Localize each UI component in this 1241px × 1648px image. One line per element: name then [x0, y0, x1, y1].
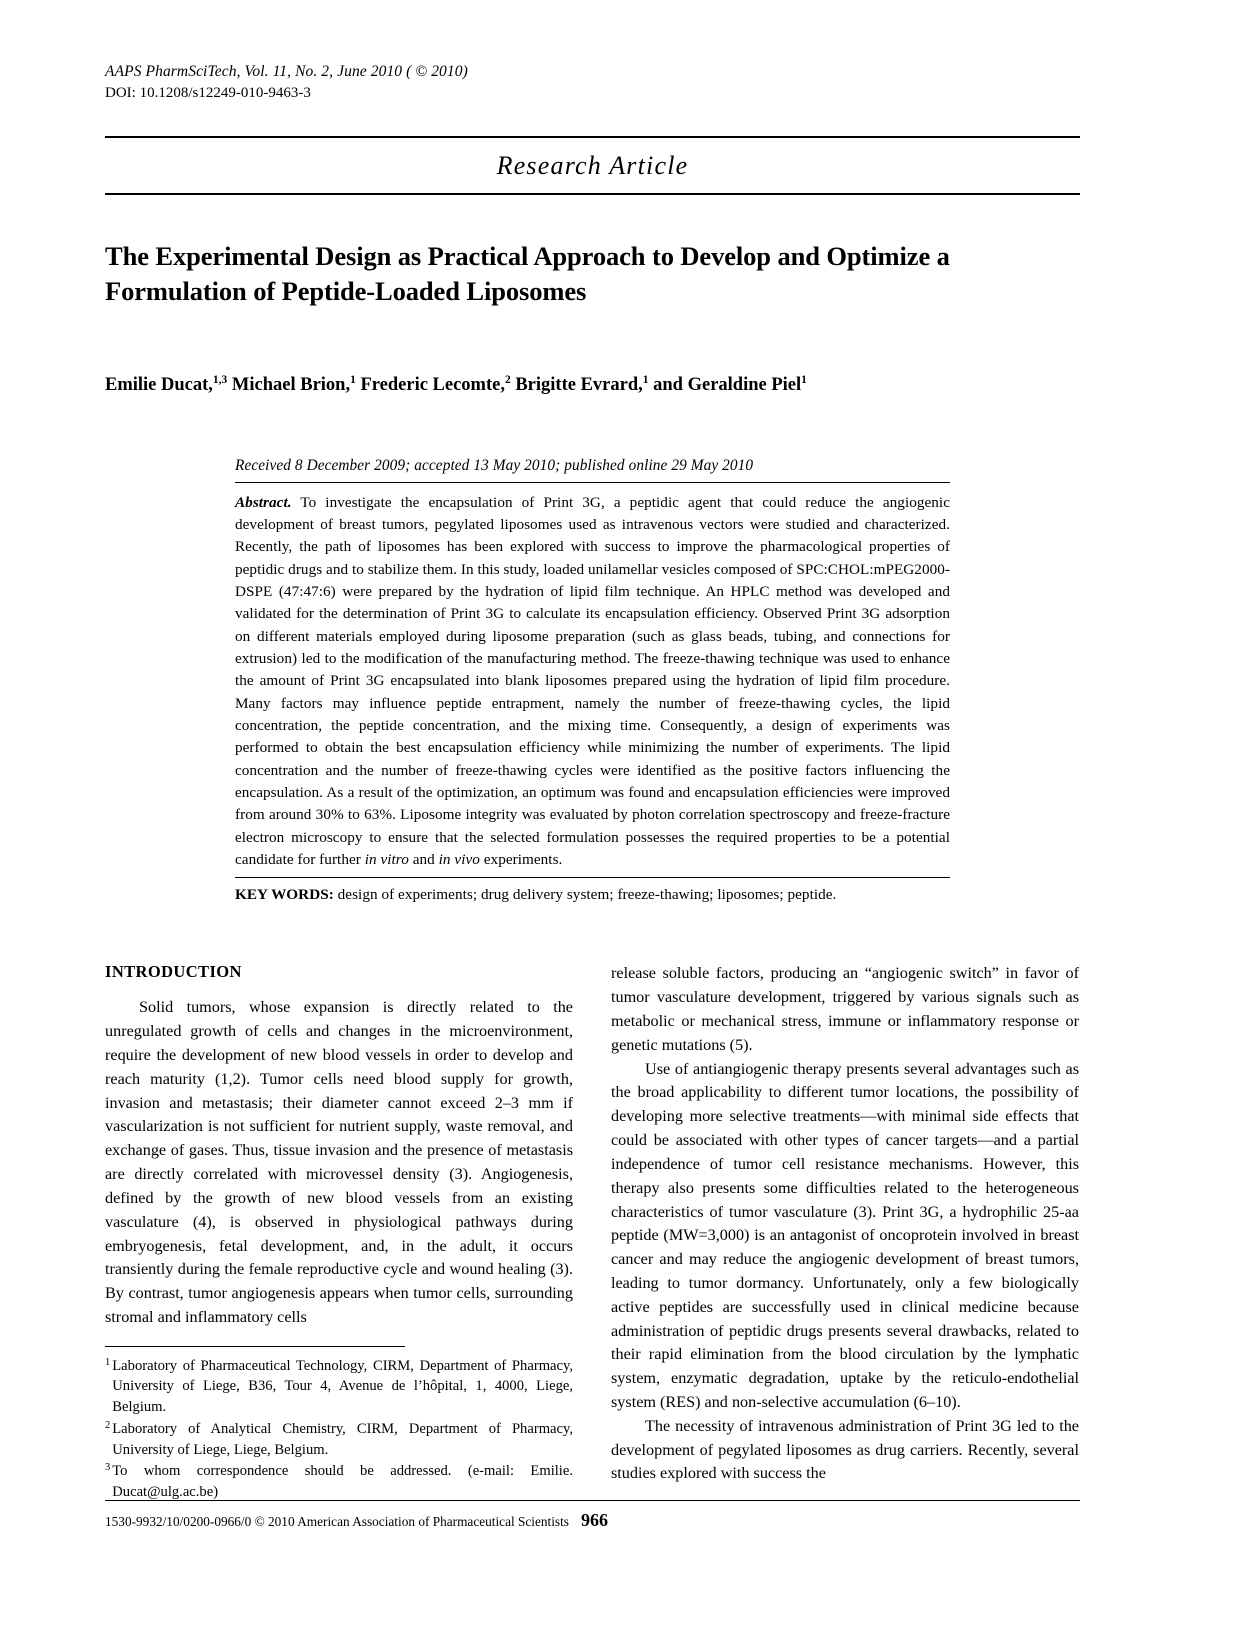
paragraph: release soluble factors, producing an “angiogenic switch” in favor of tumor vasculature development, triggered by various signals such as metabolic or mechanical stress, immune or inflammatory response or genetic mutations (5).: [611, 964, 1079, 1054]
footnotes: [105, 1356, 573, 1503]
received-dates: Received 8 December 2009; accepted 13 May 2010; published online 29 May 2010: [235, 456, 754, 474]
body-columns: [105, 962, 1080, 1503]
footer-row: [105, 1510, 1080, 1531]
header-rule-bottom: [105, 193, 1080, 195]
footnote-marker: 3: [105, 1462, 111, 1474]
section-heading-introduction: INTRODUCTION: [105, 962, 242, 982]
paragraph: The necessity of intravenous administration of Print 3G led to the development of pegylated liposomes as drug carriers. Recently, several studies explored with success the: [611, 1416, 1079, 1483]
footnote-text: Laboratory of Pharmaceutical Technology, CIRM, Department of Pharmacy, University of Liege, B36, Tour 4, Avenue de l’hôpital, 1, 4000, Liege, Belgium.: [112, 1357, 573, 1416]
footnote-marker: 2: [105, 1419, 111, 1431]
paragraph: Solid tumors, whose expansion is directly related to the unregulated growth of cells and changes in the microenvironment, require the development of new blood vessels in order to develop and reach maturity (1,2). Tumor cells need blood supply for growth, invasion and metastasis; their diameter cannot exceed 2–3 mm if vascularization is not sufficient for nutrient supply, waste removal, and exchange of gases. Thus, tissue invasion and the presence of metastasis are directly correlated with microvessel density (3). Angiogenesis, defined by the growth of new blood vessels from an existing vasculature (4), is observed in physiological pathways during embryogenesis, fetal development, and, in the adult, it occurs transiently during the female reproductive cycle and wound healing (3). By contrast, tumor angiogenesis appears when tumor cells, surrounding stromal and inflammatory cells: [105, 998, 573, 1326]
journal-citation: [105, 62, 1080, 103]
author-list: Emilie Ducat,$^{1,3}$ Michael Brion,$^1$ Frederic Lecomte,$^2$ Brigitte Evrard,$^1$ and Geraldine Piel$^1$: [105, 373, 807, 395]
footer-rule: [105, 1500, 1080, 1501]
page-title: The Experimental Design as Practical Approach to Develop and Optimize a Formulation of Peptide-Loaded Liposomes: [105, 241, 950, 307]
column-right: [611, 962, 1079, 1503]
footnote-item: [105, 1461, 573, 1502]
abstract-block: [235, 457, 950, 905]
column-left: [105, 962, 573, 1503]
page-number: 966: [581, 1510, 608, 1530]
page-content: [105, 0, 1080, 1504]
abstract-italic-invivo: in vivo: [438, 851, 480, 869]
footnote-rule: [105, 1346, 405, 1347]
article-type-label: Research Article: [496, 151, 689, 181]
abstract-italic-invitro: in vitro: [364, 851, 409, 869]
keywords-label: KEY WORDS:: [235, 886, 334, 904]
journal-line: AAPS PharmSciTech, Vol. 11, No. 2, June 2010 ( © 2010): [105, 63, 468, 80]
footnote-text: Laboratory of Analytical Chemistry, CIRM, Department of Pharmacy, University of Liege, Liege, Belgium.: [112, 1420, 573, 1458]
abstract-end: experiments.: [479, 851, 563, 869]
paragraph: Use of antiangiogenic therapy presents several advantages such as the broad applicability to different tumor locations, the possibility of developing more selective treatments—with minimal side effects that could be associated with other types of cancer targets—and a partial independence of tumor cell resistance mechanisms. However, this therapy also presents some difficulties related to the heterogeneous characteristics of tumor vasculature (3). Print 3G, a hydrophilic 25-aa peptide (MW=3,000) is an antagonist of oncoprotein involved in breast cancer and may reduce the angiogenic development of breast tumors, leading to tumor dormancy. Unfortunately, only a few biologically active peptides are successfully used in clinical medicine because administration of peptidic drugs presents several drawbacks, related to their rapid elimination from the blood circulation by the lymphatic system, enzymatic degradation, uptake by the reticulo-endothelial system (RES) and non-selective accumulation (6–10).: [611, 1059, 1079, 1411]
doi-line: DOI: 10.1208/s12249-010-9463-3: [105, 84, 311, 101]
abstract-mid: and: [408, 851, 439, 869]
footnote-item: [105, 1419, 573, 1460]
abstract-body: To investigate the encapsulation of Print 3G, a peptidic agent that could reduce the angiogenic development of breast tumors, pegylated liposomes used as intravenous vectors were studied and characterized. Recently, the path of liposomes has been explored with success to improve the pharmacological properties of peptidic drugs and to stabilize them. In this study, loaded unilamellar vesicles composed of SPC:CHOL:mPEG2000-DSPE (47:47:6) were prepared by the hydration of lipid film technique. An HPLC method was developed and validated for the determination of Print 3G to calculate its encapsulation efficiency. Observed Print 3G adsorption on different materials employed during liposome preparation (such as glass beads, tubing, and connections for extrusion) led to the modification of the manufacturing method. The freeze-thawing technique was used to enhance the amount of Print 3G encapsulated into blank liposomes prepared using the hydration of lipid film procedure. Many factors may influence peptide entrapment, namely the number of freeze-thawing cycles, the lipid concentration, the peptide concentration, and the mixing time. Consequently, a design of experiments was performed to obtain the best encapsulation efficiency while minimizing the number of experiments. The lipid concentration and the number of freeze-thawing cycles were identified as the positive factors influencing the encapsulation. As a result of the optimization, an optimum was found and encapsulation efficiencies were improved from around 30% to 63%. Liposome integrity was evaluated by photon correlation spectroscopy and freeze-fracture electron microscopy to ensure that the selected formulation possesses the required properties to be a potential candidate for further: [235, 493, 950, 869]
footnote-item: [105, 1356, 573, 1418]
issn-line: 1530-9932/10/0200-0966/0 © 2010 American Association of Pharmaceutical Scientists: [105, 1514, 569, 1529]
keywords: [235, 878, 950, 904]
footnote-text: To whom correspondence should be addressed. (e-mail: Emilie. Ducat@ulg.ac.be): [112, 1463, 573, 1501]
keywords-value: design of experiments; drug delivery system; freeze-thawing; liposomes; peptide.: [333, 886, 837, 904]
page-footer: [105, 1500, 1080, 1531]
abstract-label: Abstract.: [235, 493, 292, 511]
footnote-marker: 1: [105, 1356, 111, 1368]
abstract-text: [235, 483, 950, 878]
